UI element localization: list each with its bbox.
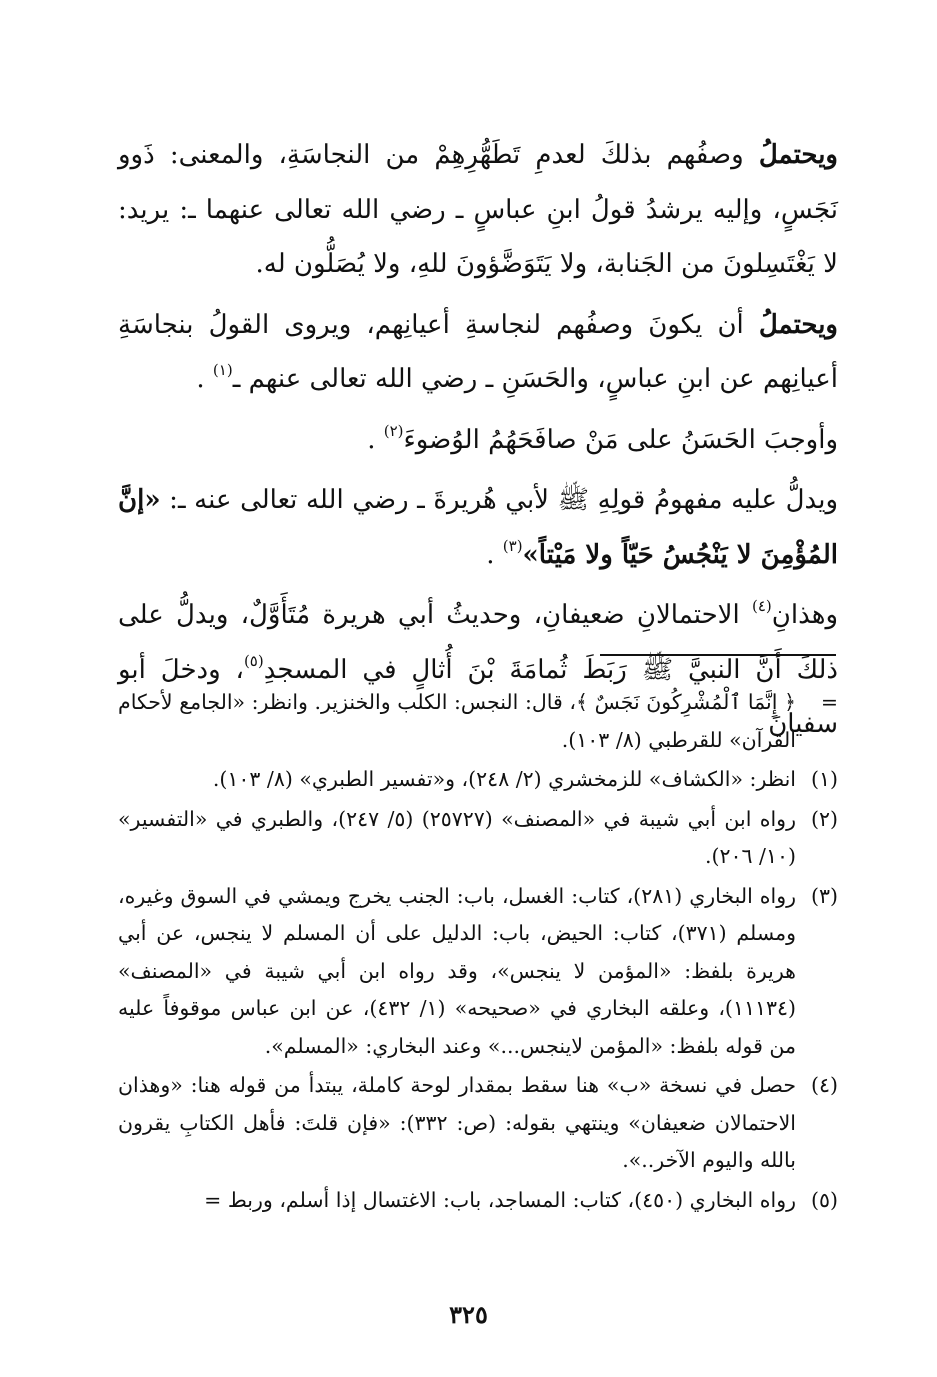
footnote-number: (٤) <box>810 1073 838 1097</box>
paragraph-text: وصفُهم بذلكَ لعدمِ تَطَهُّرِهِمْ من النجاسَةِ، والمعنى: ذَوو نَجَسٍ، وإليه يرشدُ قولُ ابنِ عباسٍ ـ رضي الله تعالى عنهما ـ: يريد: لا يَغْتَسِلونَ من الجَنابة، ولا يَتَوَضَّؤونَ للهِ، ولا يُصَلُّون له. <box>118 140 838 279</box>
footnote-5 <box>118 1182 838 1220</box>
paragraph-3 <box>118 413 838 468</box>
paragraph-2 <box>118 298 838 407</box>
page-number: ٣٢٥ <box>449 1300 488 1329</box>
footnote-text: رواه ابن أبي شيبة في «المصنف» (٢٥٧٢٧) (٥/ ٢٤٧)، والطبري في «التفسير» (١٠/ ٢٠٦). <box>118 806 796 868</box>
footnote-3 <box>118 878 838 1066</box>
footnote-divider <box>600 654 836 656</box>
footnote-ref-3[interactable]: (٣) <box>502 536 523 555</box>
paragraph-end: . <box>367 424 384 455</box>
footnote-2 <box>118 801 838 876</box>
paragraph-1 <box>118 128 838 292</box>
footnote-text: حصل في نسخة «ب» هنا سقط بمقدار لوحة كاملة، يبتدأ من قوله هنا: «وهذان الاحتمالان ضعيفان» وينتهي بقوله: (ص: ٣٣٢): «فإن قلتَ: فأهل الكتابِ يقرون بالله واليوم الآخر..». <box>118 1073 796 1172</box>
footnote-text: رواه البخاري (٤٥٠)، كتاب: المساجد، باب: الاغتسال إذا أسلم، وربط = <box>204 1187 796 1212</box>
hadith-quote: «إنَّ المُؤْمِنَ لا يَنْجُسُ حَيّاً ولا مَيْتاً» <box>118 485 838 570</box>
footnote-continuation <box>118 684 838 759</box>
footnote-ref-1[interactable]: (١) <box>212 361 233 379</box>
footnote-ref-4[interactable]: (٤) <box>751 597 772 615</box>
footnote-number: (٣) <box>810 883 838 908</box>
footnote-text: ﴿ إِنَّمَا ٱلْمُشْرِكُونَ نَجَسٌ ﴾، قال: النجس: الكلب والخنزير. وانظر: «الجامع لأحكام القرآن» للقرطبي (٨/ ١٠٣). <box>118 690 796 752</box>
paragraph-end: . <box>196 364 213 394</box>
footnote-1 <box>118 761 838 799</box>
main-text <box>118 128 838 752</box>
footnotes <box>118 684 838 1221</box>
paragraph-text: ، ودخلَ أبو سفيانَ <box>118 654 838 739</box>
footnote-number: (١) <box>810 767 838 791</box>
paragraph-end: . <box>486 539 503 570</box>
paragraph-text: وهذانِ <box>771 600 838 630</box>
paragraph-text: ويدلُّ عليه مفهومُ قولِهِ ﷺ لأبي هُريرةَ ـ رضي الله تعالى عنه ـ: <box>160 485 838 515</box>
paragraph-lead: ويحتملُ <box>758 140 838 170</box>
paragraph-4 <box>118 473 838 582</box>
footnote-text: انظر: «الكشاف» للزمخشري (٢/ ٢٤٨)، و«تفسير الطبري» (٨/ ١٠٣). <box>212 767 796 791</box>
paragraph-text: الاحتمالانِ ضعيفانِ، وحديثُ أبي هريرة مُتَأَوَّلٌ، ويدلُّ على ذلكَ أَنَّ النبيَّ ﷺ رَبَطَ ثُمامَةَ بْنَ أُثالٍ في المسجدِ <box>118 600 838 685</box>
footnote-number: (٥) <box>810 1187 838 1212</box>
paragraph-text: وأوجبَ الحَسَنُ على مَنْ صافَحَهُمُ الوُضوءَ <box>403 424 838 455</box>
footnote-text: رواه البخاري (٢٨١)، كتاب: الغسل، باب: الجنب يخرج ويمشي في السوق وغيره، ومسلم (٣٧١)، كتاب: الحيض، باب: الدليل على أن المسلم لا ينجس، عن أبي هريرة بلفظ: «المؤمن لا ينجس»، وقد رواه ابن أبي شيبة في «المصنف» (١١١٣٤)، وعلقه البخاري في «صحيحه» (١/ ٤٣٢)، عن ابن عباس موقوفاً عليه من قوله بلفظ: «المؤمن لاينجس...» وعند البخاري: «المسلم». <box>118 883 797 1058</box>
footnote-ref-2[interactable]: (٢) <box>383 421 404 440</box>
paragraph-lead: ويحتملُ <box>758 309 838 340</box>
footnote-ref-5[interactable]: (٥) <box>243 651 264 670</box>
footnote-number: = <box>820 690 838 714</box>
paragraph-text: أن يكونَ وصفُهم لنجاسةِ أعيانِهم، ويروى القولُ بنجاسَةِ أعيانِهم عن ابنِ عباسٍ، والحَسَنِ ـ رضي الله تعالى عنهم ـ <box>118 309 838 394</box>
footnote-number: (٢) <box>810 806 838 831</box>
footnote-4 <box>118 1067 838 1180</box>
